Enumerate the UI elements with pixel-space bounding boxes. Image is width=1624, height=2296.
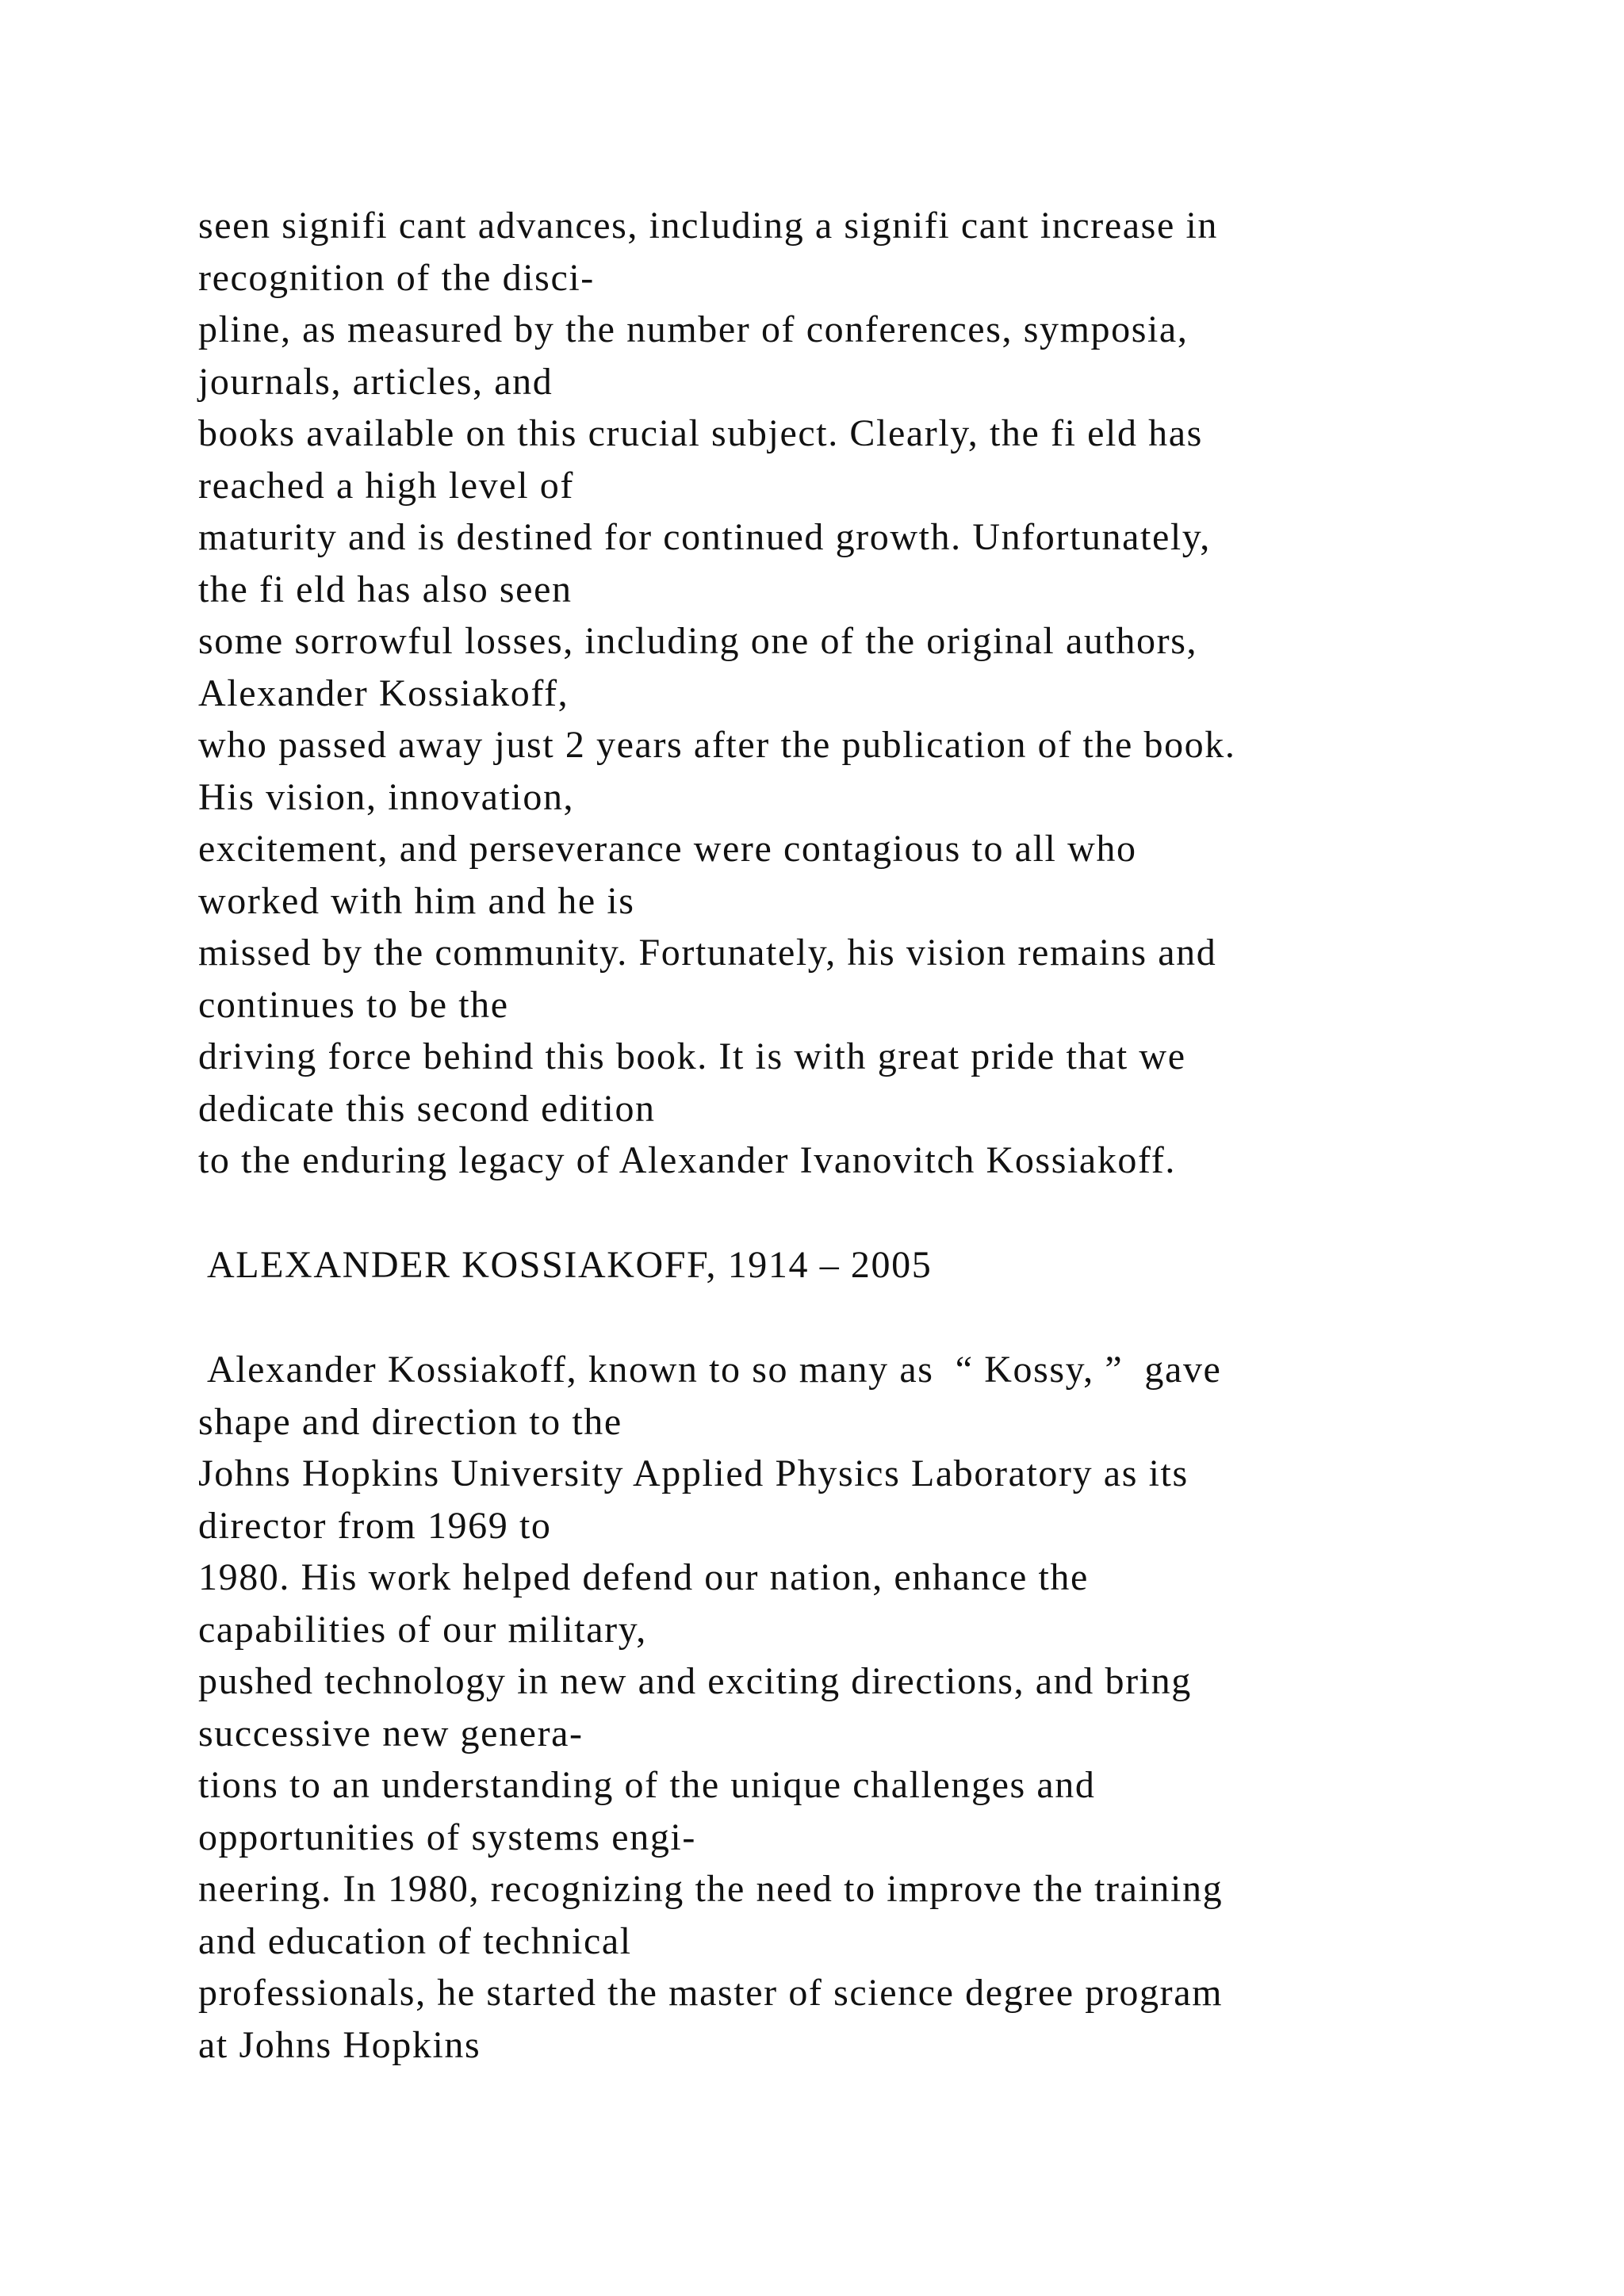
text-line: at Johns Hopkins <box>198 2023 481 2066</box>
text-line: pline, as measured by the number of conferences, symposia, <box>198 308 1189 350</box>
text-line: some sorrowful losses, including one of the original authors, <box>198 620 1198 662</box>
text-line: director from 1969 to <box>198 1504 552 1547</box>
text-line: pushed technology in new and exciting directions, and bring <box>198 1660 1192 1702</box>
text-line: continues to be the <box>198 983 509 1026</box>
text-line: opportunities of systems engi- <box>198 1816 696 1858</box>
text-line: maturity and is destined for continued growth. Unfortunately, <box>198 516 1211 558</box>
text-line: missed by the community. Fortunately, his vision remains and <box>198 932 1217 974</box>
text-line: who passed away just 2 years after the publication of the book. <box>198 724 1236 766</box>
text-line: His vision, innovation, <box>198 775 575 818</box>
text-line: professionals, he started the master of science degree program <box>198 1972 1224 2014</box>
text-line: to the enduring legacy of Alexander Ivanovitch Kossiakoff. <box>198 1139 1176 1181</box>
text-line: seen signifi cant advances, including a signifi cant increase in <box>198 205 1218 247</box>
text-line: reached a high level of <box>198 464 574 507</box>
text-line: the fi eld has also seen <box>198 568 573 610</box>
text-line: 1980. His work helped defend our nation, enhance the <box>198 1556 1089 1598</box>
paragraph-biography <box>198 1344 1594 2071</box>
text-line: dedicate this second edition <box>198 1087 656 1130</box>
text-line: neering. In 1980, recognizing the need to improve the training <box>198 1868 1224 1910</box>
text-line: shape and direction to the <box>198 1400 622 1443</box>
text-line: excitement, and perseverance were contagious to all who <box>198 828 1137 870</box>
text-line: capabilities of our military, <box>198 1608 647 1651</box>
section-heading <box>198 1239 1594 1292</box>
heading-text: ALEXANDER KOSSIAKOFF, 1914 – 2005 <box>198 1244 933 1286</box>
text-line: tions to an understanding of the unique challenges and <box>198 1764 1096 1806</box>
text-line: journals, articles, and <box>198 360 553 403</box>
text-line: and education of technical <box>198 1919 632 1962</box>
text-line: Alexander Kossiakoff, <box>198 672 569 714</box>
text-line: Alexander Kossiakoff, known to so many as “ Kossy, ” gave <box>198 1349 1222 1391</box>
text-line: driving force behind this book. It is with great pride that we <box>198 1035 1186 1077</box>
text-line: Johns Hopkins University Applied Physics Laboratory as its <box>198 1452 1189 1494</box>
paragraph-intro <box>198 200 1594 1187</box>
text-line: recognition of the disci- <box>198 256 595 299</box>
text-line: worked with him and he is <box>198 879 635 922</box>
text-line: successive new genera- <box>198 1712 584 1755</box>
text-line: books available on this crucial subject. Clearly, the fi eld has <box>198 412 1203 454</box>
